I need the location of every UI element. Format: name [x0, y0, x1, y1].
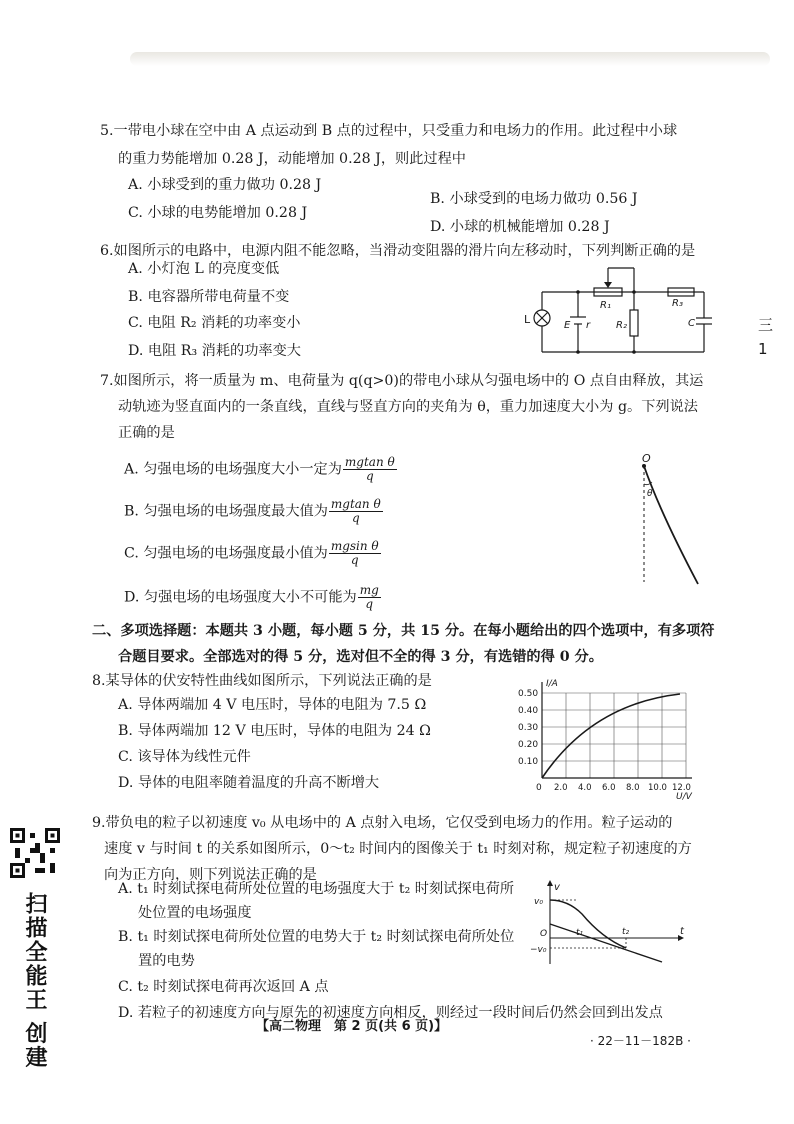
label-L: L	[524, 313, 531, 326]
section2-heading-line1: 二、多项选择题：本题共 3 小题，每小题 5 分，共 15 分。在每小题给出的四个选项中，有多项符	[92, 623, 715, 639]
ytick-4: 0.40	[518, 706, 539, 716]
q7-option-d-fraction: $\frac{mg}{q}$	[359, 583, 379, 611]
q7-option-a-fraction: $\frac{\text{mgtan θ}}{q}$	[344, 455, 395, 483]
q6-stem: 6.如图所示的电路中，电源内阻不能忽略，当滑动变阻器的滑片向左移动时，下列判断正确的是	[100, 243, 696, 259]
label-v: v	[554, 882, 560, 893]
label-t2: t₂	[622, 927, 630, 937]
graph-ylabel: I/A	[546, 679, 558, 689]
q5-option-a: A. 小球受到的重力做功 0.28 J	[128, 177, 322, 193]
q6-option-d: D. 电阻 R₃ 消耗的功率变大	[128, 343, 301, 359]
ytick-1: 0.10	[518, 757, 539, 767]
label-r: r	[586, 320, 591, 331]
q7-option-d	[124, 584, 381, 611]
q7-option-c-fraction: $\frac{\text{mgsin θ}}{q}$	[330, 539, 379, 567]
label-t: t	[680, 926, 684, 937]
q7-stem-line1: 7.如图所示，将一质量为 m、电荷量为 q(q>0)的带电小球从匀强电场中的 O 点自由释放，其运	[100, 373, 704, 389]
q7-option-c-text: C. 匀强电场的电场强度最小值为	[124, 545, 328, 562]
ytick-2: 0.20	[518, 740, 539, 750]
q9-option-c: C. t₂ 时刻试探电荷再次返回 A 点	[118, 979, 329, 995]
section2-heading-line2: 合题目要求。全部选对的得 5 分，选对但不全的得 3 分，有选错的得 0 分。	[118, 649, 603, 665]
q7-option-b-text: B. 匀强电场的电场强度最大值为	[124, 503, 328, 520]
v-axis-arrow-icon	[547, 880, 553, 886]
graph-origin: 0	[536, 783, 542, 793]
label-t1: t₁	[576, 928, 584, 938]
q7-option-d-text: D. 匀强电场的电场强度大小不可能为	[124, 589, 357, 606]
xtick-3: 6.0	[602, 783, 616, 793]
q9-option-b-line1: B. t₁ 时刻试探电荷所处位置的电势大于 t₂ 时刻试探电荷所处位	[118, 929, 515, 945]
q8-option-b: B. 导体两端加 12 V 电压时，导体的电阻为 24 Ω	[118, 723, 431, 739]
paper-code: · 22－11－182B ·	[590, 1034, 691, 1048]
label-origin: O	[540, 929, 548, 939]
slider-arrow-icon	[604, 282, 612, 288]
label-R2: R₂	[616, 320, 627, 331]
xtick-1: 2.0	[554, 783, 568, 793]
label-theta: θ	[647, 489, 653, 499]
q7-option-a-text: A. 匀强电场的电场强度大小一定为	[124, 461, 342, 478]
q7-option-b	[124, 498, 383, 525]
q6-option-b: B. 电容器所带电荷量不变	[128, 289, 290, 305]
iv-curve-graph	[512, 676, 696, 808]
iv-curve	[542, 694, 680, 778]
q8-option-c: C. 该导体为线性元件	[118, 749, 251, 765]
xtick-4: 8.0	[626, 783, 640, 793]
vt-graph	[530, 878, 690, 970]
label-E: E	[564, 320, 571, 331]
ytick-5: 0.50	[518, 689, 539, 699]
q7-stem-line2: 动轨迹为竖直面内的一条直线，直线与竖直方向的夹角为 θ，重力加速度大小为 g。下列说法	[118, 399, 698, 415]
scanner-watermark: 扫描全能王 创建	[22, 892, 47, 1070]
label-R1: R₁	[600, 300, 611, 311]
label-neg-v0: −v₀	[530, 945, 547, 955]
q8-option-d: D. 导体的电阻率随着温度的升高不断增大	[118, 775, 380, 791]
q9-option-a-line2: 处位置的电场强度	[138, 905, 252, 921]
q7-option-c	[124, 540, 381, 567]
graph-xlabel: U/V	[676, 792, 692, 802]
xtick-5: 10.0	[648, 783, 667, 793]
edge-fragment-1: 三	[758, 316, 774, 334]
q9-option-d: D. 若粒子的初速度方向与原先的初速度方向相反，则经过一段时间后仍然会回到出发点	[118, 1005, 663, 1021]
q9-option-a-line1: A. t₁ 时刻试探电荷所处位置的电场强度大于 t₂ 时刻试探电荷所	[118, 881, 515, 897]
qr-code-icon	[10, 828, 60, 878]
q7-option-b-fraction: $\frac{\text{mgtan θ}}{q}$	[330, 497, 381, 525]
q9-stem-line1: 9.带负电的粒子以初速度 v₀ 从电场中的 A 点射入电场，它仅受到电场力的作用。粒子运动的	[92, 815, 673, 831]
q9-stem-line2: 速度 v 与时间 t 的关系如图所示，0～t₂ 时间内的图像关于 t₁ 时刻对称，规定粒子初速度的方	[104, 841, 692, 857]
circuit-diagram	[522, 262, 722, 358]
label-C: C	[688, 318, 695, 329]
xtick-6: 12.0	[672, 783, 691, 793]
q7-stem-line3: 正确的是	[118, 425, 175, 441]
vt-curve	[550, 900, 626, 948]
q9-option-b-line2: 置的电势	[138, 953, 195, 969]
ytick-3: 0.30	[518, 723, 539, 733]
scan-top-edge	[130, 52, 770, 66]
q6-option-a: A. 小灯泡 L 的亮度变低	[128, 261, 280, 277]
q5-option-c: C. 小球的电势能增加 0.28 J	[128, 205, 308, 221]
page-footer: 【高二物理 第 2 页(共 6 页)】	[256, 1019, 448, 1034]
xtick-2: 4.0	[578, 783, 592, 793]
q7-option-a	[124, 456, 397, 483]
vt-line	[550, 924, 662, 962]
label-R3: R₃	[672, 298, 683, 309]
label-O: O	[642, 452, 651, 465]
trajectory-figure	[630, 452, 710, 592]
q5-option-b: B. 小球受到的电场力做功 0.56 J	[430, 191, 638, 207]
q6-option-c: C. 电阻 R₂ 消耗的功率变小	[128, 315, 301, 331]
q8-stem: 8.某导体的伏安特性曲线如图所示，下列说法正确的是	[92, 673, 432, 689]
q5-stem-line2: 的重力势能增加 0.28 J，动能增加 0.28 J，则此过程中	[118, 151, 466, 167]
q5-stem-line1: 5.一带电小球在空中由 A 点运动到 B 点的过程中，只受重力和电场力的作用。此过程中小球	[100, 123, 678, 139]
q9-stem-line3: 向为正方向，则下列说法正确的是	[104, 867, 317, 883]
q8-option-a: A. 导体两端加 4 V 电压时，导体的电阻为 7.5 Ω	[118, 697, 427, 713]
edge-fragment-2: 1	[758, 340, 768, 358]
label-v0: v₀	[534, 897, 543, 907]
q5-option-d: D. 小球的机械能增加 0.28 J	[430, 219, 610, 235]
